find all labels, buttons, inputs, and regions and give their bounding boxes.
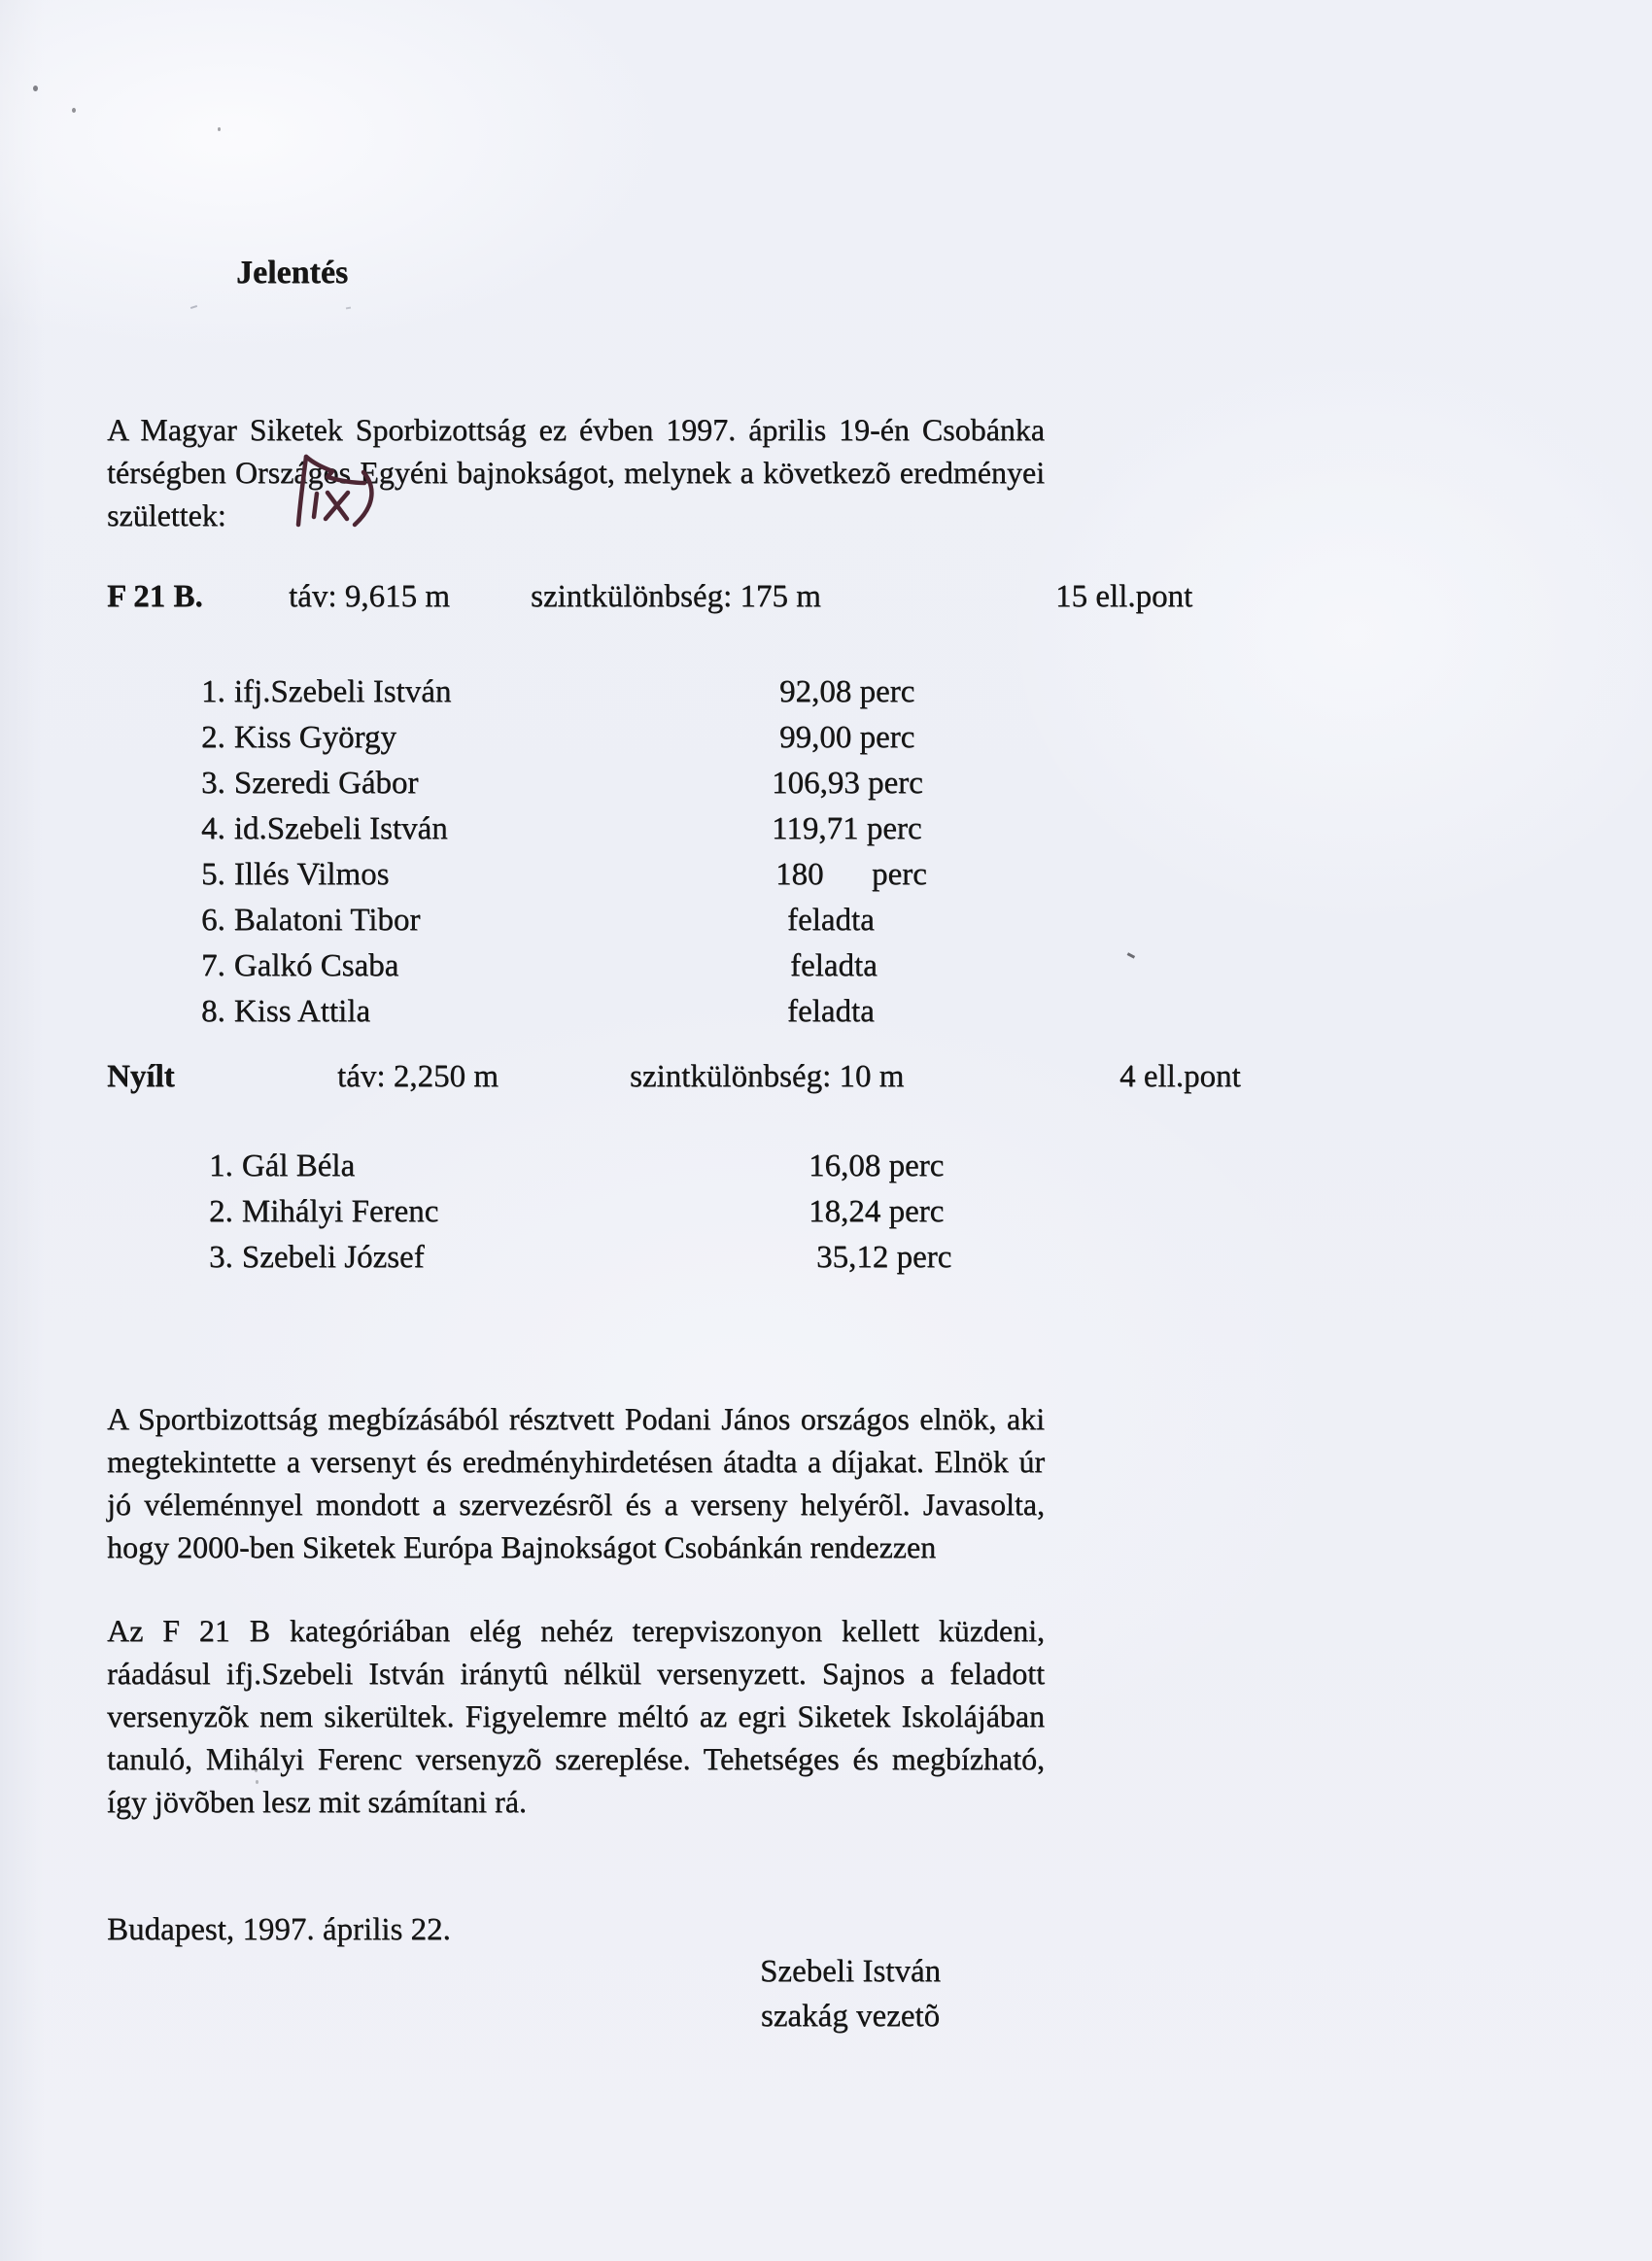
result-value: 180 perc (775, 857, 927, 892)
competitor-name: Balatoni Tibor (233, 903, 421, 938)
category-2-header (0, 1059, 1652, 1104)
category-distance: táv: 2,250 m (337, 1059, 499, 1094)
competitor-name: Szeredi Gábor (233, 766, 419, 801)
result-row (0, 1194, 1652, 1240)
competitor-name: Szebeli József (241, 1240, 425, 1275)
result-rank: 2. (201, 720, 225, 755)
competitor-name: Galkó Csaba (233, 948, 399, 983)
handwriting-ink-strokes (287, 445, 384, 542)
result-value: feladta (787, 903, 875, 938)
result-value: feladta (790, 948, 878, 983)
competitor-name: Gál Béla (241, 1148, 356, 1183)
body-paragraph-1: A Sportbizottság megbízásából résztvett Podani János országos elnök, aki megtekintette a versenyt és eredményhirdetésen átadta a díjakat. Elnök úr jó véleménnyel mondott a szervezésrõl és a verseny helyérõl. Javasolta, hogy 2000-ben Siketek Európa Bajnokságot Csobánkán rendezzen (107, 1401, 1045, 1564)
competitor-name: ifj.Szebeli István (233, 674, 452, 709)
result-rank: 4. (201, 811, 225, 846)
result-row (0, 948, 1652, 994)
result-rank: 2. (209, 1194, 233, 1229)
result-rank: 1. (201, 674, 225, 709)
scan-artifact (346, 307, 351, 310)
category-elevation: szintkülönbség: 10 m (630, 1059, 905, 1094)
category-elevation: szintkülönbség: 175 m (531, 579, 821, 614)
result-value: 16,08 perc (809, 1148, 945, 1183)
category-control-points: 4 ell.pont (1119, 1059, 1241, 1094)
scan-artifact (33, 86, 38, 91)
result-rank: 6. (201, 903, 225, 938)
scan-artifact (72, 108, 76, 113)
date-line: Budapest, 1997. április 22. (107, 1912, 451, 1947)
result-rank: 3. (209, 1240, 233, 1275)
handwritten-annotation-mark (287, 445, 384, 542)
result-row (0, 994, 1652, 1040)
signature-block (675, 1949, 1025, 2038)
category-name: Nyílt (107, 1059, 175, 1094)
result-rank: 8. (201, 994, 225, 1029)
category-1-header (0, 579, 1652, 624)
result-value: 18,24 perc (809, 1194, 945, 1229)
result-row (0, 1240, 1652, 1285)
category-name: F 21 B. (107, 579, 203, 614)
result-rank: 7. (201, 948, 225, 983)
result-value: 35,12 perc (816, 1240, 952, 1275)
result-rank: 1. (209, 1148, 233, 1183)
scan-artifact (190, 305, 197, 309)
result-value: 99,00 perc (779, 720, 915, 755)
scan-artifact (256, 1780, 258, 1784)
result-row (0, 674, 1652, 720)
category-distance: táv: 9,615 m (289, 579, 450, 614)
result-row (0, 857, 1652, 903)
result-value: 92,08 perc (779, 674, 915, 709)
competitor-name: Kiss Attila (233, 994, 371, 1029)
result-value: feladta (787, 994, 875, 1029)
competitor-name: Kiss György (233, 720, 396, 755)
competitor-name: Illés Vilmos (233, 857, 390, 892)
result-row (0, 1148, 1652, 1194)
result-row (0, 766, 1652, 811)
page-title: Jelentés (236, 255, 349, 291)
result-row (0, 720, 1652, 766)
competitor-name: Mihályi Ferenc (241, 1194, 439, 1229)
intro-paragraph: A Magyar Siketek Sporbizottság ez évben 1997. április 19-én Csobánka térségben Országos Egyéni bajnokságot, melynek a következõ eredményei születtek: (107, 412, 1045, 532)
signature-role: szakág vezetõ (760, 1999, 941, 2034)
category-control-points: 15 ell.pont (1055, 579, 1193, 614)
result-value: 106,93 perc (772, 766, 923, 801)
result-value: 119,71 perc (772, 811, 922, 846)
scan-artifact (218, 127, 221, 131)
result-rank: 3. (201, 766, 225, 801)
result-row (0, 811, 1652, 857)
signature-name: Szebeli István (759, 1954, 942, 1989)
body-paragraph-2: Az F 21 B kategóriában elég nehéz terepviszonyon kellett küzdeni, ráadásul ifj.Szebeli István iránytû nélkül versenyzett. Sajnos a feladott versenyzõk nem sikerültek. Figyelemre méltó az egri Siketek Iskolájában tanuló, Mihályi Ferenc versenyzõ szereplése. Tehetséges és megbízható, így jövõben lesz mit számítani rá. (107, 1613, 1045, 1819)
scan-artifact (255, 1768, 258, 1772)
result-row (0, 903, 1652, 948)
result-rank: 5. (201, 857, 225, 892)
competitor-name: id.Szebeli István (233, 811, 448, 846)
